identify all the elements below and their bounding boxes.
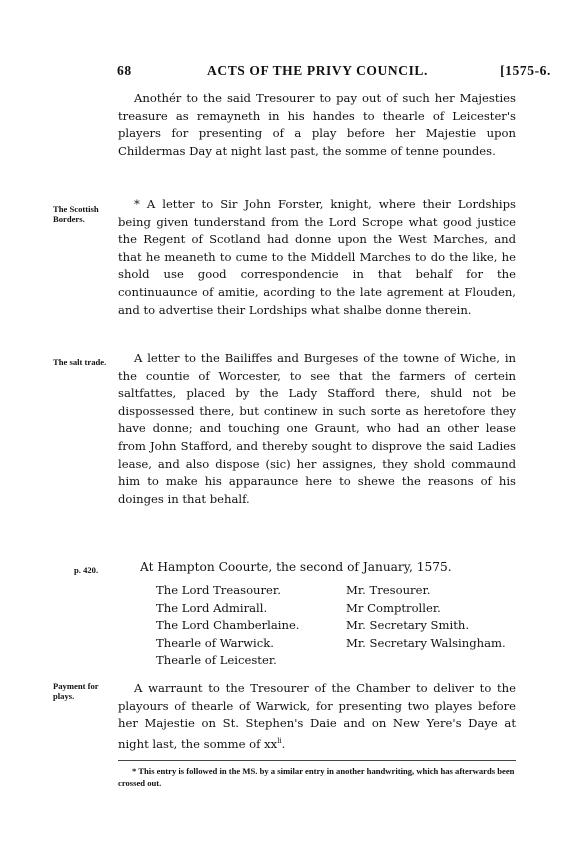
- attendees-right-column: [346, 582, 506, 652]
- attendee: The Lord Chamberlaine.: [156, 618, 300, 633]
- margin-note: The salt trade.: [53, 357, 107, 367]
- payment-text: A warraunt to the Tresourer of the Chamber to deliver to the playours of thearle of Warwick, for presenting two playes before her Majestie on St. Stephen's Daie and on New Yere's Daye at night last, the somme of xx: [118, 681, 516, 751]
- attendee: Thearle of Warwick.: [156, 635, 274, 650]
- attendee: Thearle of Leicester.: [156, 653, 277, 668]
- attendee: The Lord Admirall.: [156, 600, 268, 615]
- meeting-heading: At Hampton Coourte, the second of January, 1575.: [140, 560, 452, 574]
- payment-suffix: .: [281, 736, 286, 751]
- entry-paragraph: A letter to the Bailiffes and Burgeses of the towne of Wiche, in the countie of Worcester, to see that the farmers of certein saltfattes, placed by the Lady Stafford there, shuld not be dispossessed there, but continew in such sorte as heretofore they have donne; and touching one Graunt, who had an other lease from John Stafford, and thereby sought to disprove the said Ladies lease, and also dispose (sic) her assignes, they shold commaund him to make his apparaunce here to shewe the reasons of his doinges in that behalf.: [118, 351, 516, 506]
- page-number: 68: [117, 63, 132, 78]
- entry-paragraph: [118, 680, 516, 753]
- page-reference: p. 420.: [74, 565, 99, 575]
- entry-paragraph: * A letter to Sir John Forster, knight, where their Lordships being given tunderstand from the Lord Scrope what good justice the Regent of Scotland had donne upon the West Marches, and that he meaneth to cume to the Middell Marches to do the like, he shold use good correspondencie in that behalf for the continuaunce of amitie, acording to the late agrement at Flouden, and to advertise their Lordships what shalbe donne therein.: [118, 197, 516, 317]
- header-year: [1575-6.: [500, 63, 551, 78]
- attendees-left-column: [156, 582, 299, 670]
- attendee: Mr. Secretary Smith.: [346, 618, 470, 633]
- attendee: Mr. Secretary Walsingham.: [346, 635, 506, 650]
- entry-paragraph: Anothér to the said Tresourer to pay out of such her Majesties treasure as remayneth in his handes to thearle of Leicester's players for presenting of a play before her Majestie upon Childermas Day at night last past, the somme of tenne poundes.: [118, 91, 516, 158]
- attendee: Mr. Tresourer.: [346, 583, 431, 597]
- running-title: ACTS OF THE PRIVY COUNCIL.: [207, 63, 429, 78]
- attendee: Mr Comptroller.: [346, 600, 441, 615]
- footnote: * This entry is followed in the MS. by a similar entry in another handwriting, which has afterwards been crossed out.: [118, 766, 515, 788]
- attendee: The Lord Treasourer.: [156, 583, 281, 597]
- margin-note: The Scottish Borders.: [53, 204, 99, 224]
- currency-superscript: li: [277, 736, 282, 745]
- margin-note: Payment for plays.: [53, 681, 99, 701]
- footnote-rule: [118, 760, 516, 761]
